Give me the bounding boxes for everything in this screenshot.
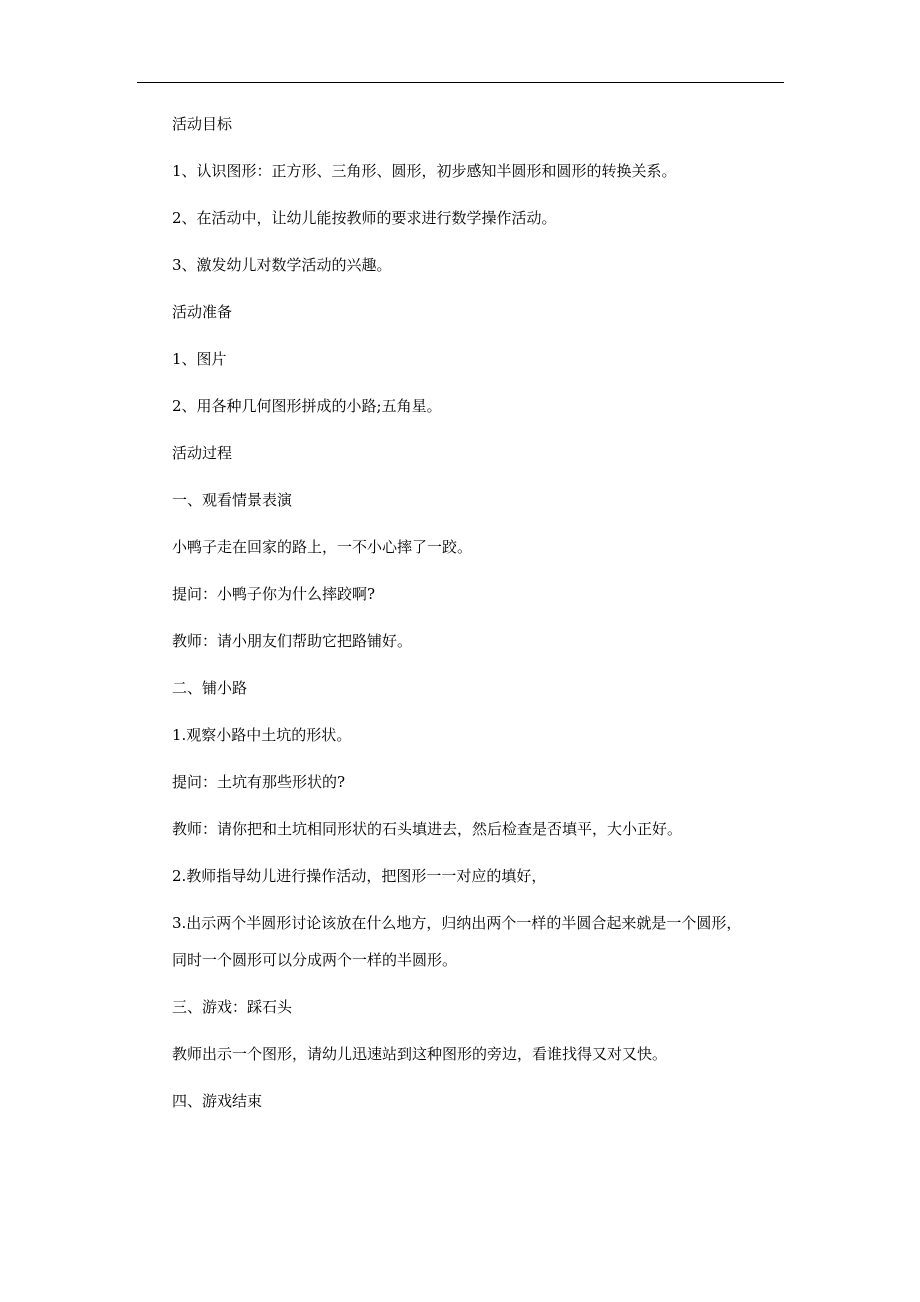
header-rule	[137, 82, 784, 83]
paragraph: 教师出示一个图形，请幼儿迅速站到这种图形的旁边，看谁找得又对又快。	[172, 1045, 668, 1063]
subsection-heading: 三、游戏：踩石头	[172, 998, 293, 1016]
subsection-heading: 一、观看情景表演	[172, 491, 293, 509]
paragraph: 小鸭子走在回家的路上，一不小心摔了一跤。	[172, 538, 473, 556]
paragraph: 教师：请小朋友们帮助它把路铺好。	[172, 632, 413, 650]
paragraph: 2、用各种几何图形拼成的小路;五角星。	[172, 397, 442, 415]
paragraph: 2、在活动中，让幼儿能按教师的要求进行数学操作活动。	[172, 209, 557, 227]
document-body	[172, 112, 792, 1136]
paragraph: 1、认识图形：正方形、三角形、圆形，初步感知半圆形和圆形的转换关系。	[172, 162, 677, 180]
subsection-heading: 四、游戏结束	[172, 1092, 263, 1110]
section-heading-preparation: 活动准备	[172, 303, 233, 321]
paragraph: 教师：请你把和土坑相同形状的石头填进去，然后检查是否填平，大小正好。	[172, 820, 683, 838]
paragraph: 2.教师指导幼儿进行操作活动，把图形一一对应的填好，	[172, 867, 547, 885]
paragraph: 3、激发幼儿对数学活动的兴趣。	[172, 256, 392, 274]
section-heading-process: 活动过程	[172, 444, 233, 462]
paragraph: 1、图片	[172, 350, 227, 368]
subsection-heading: 二、铺小路	[172, 679, 248, 697]
paragraph: 3.出示两个半圆形讨论该放在什么地方，归纳出两个一样的半圆合起来就是一个圆形，	[172, 914, 742, 932]
section-heading-goals: 活动目标	[172, 115, 233, 133]
paragraph: 提问：土坑有那些形状的?	[172, 773, 346, 791]
paragraph-continuation: 同时一个圆形可以分成两个一样的半圆形。	[172, 951, 458, 969]
paragraph: 1.观察小路中土坑的形状。	[172, 726, 352, 744]
paragraph: 提问：小鸭子你为什么摔跤啊?	[172, 585, 376, 603]
